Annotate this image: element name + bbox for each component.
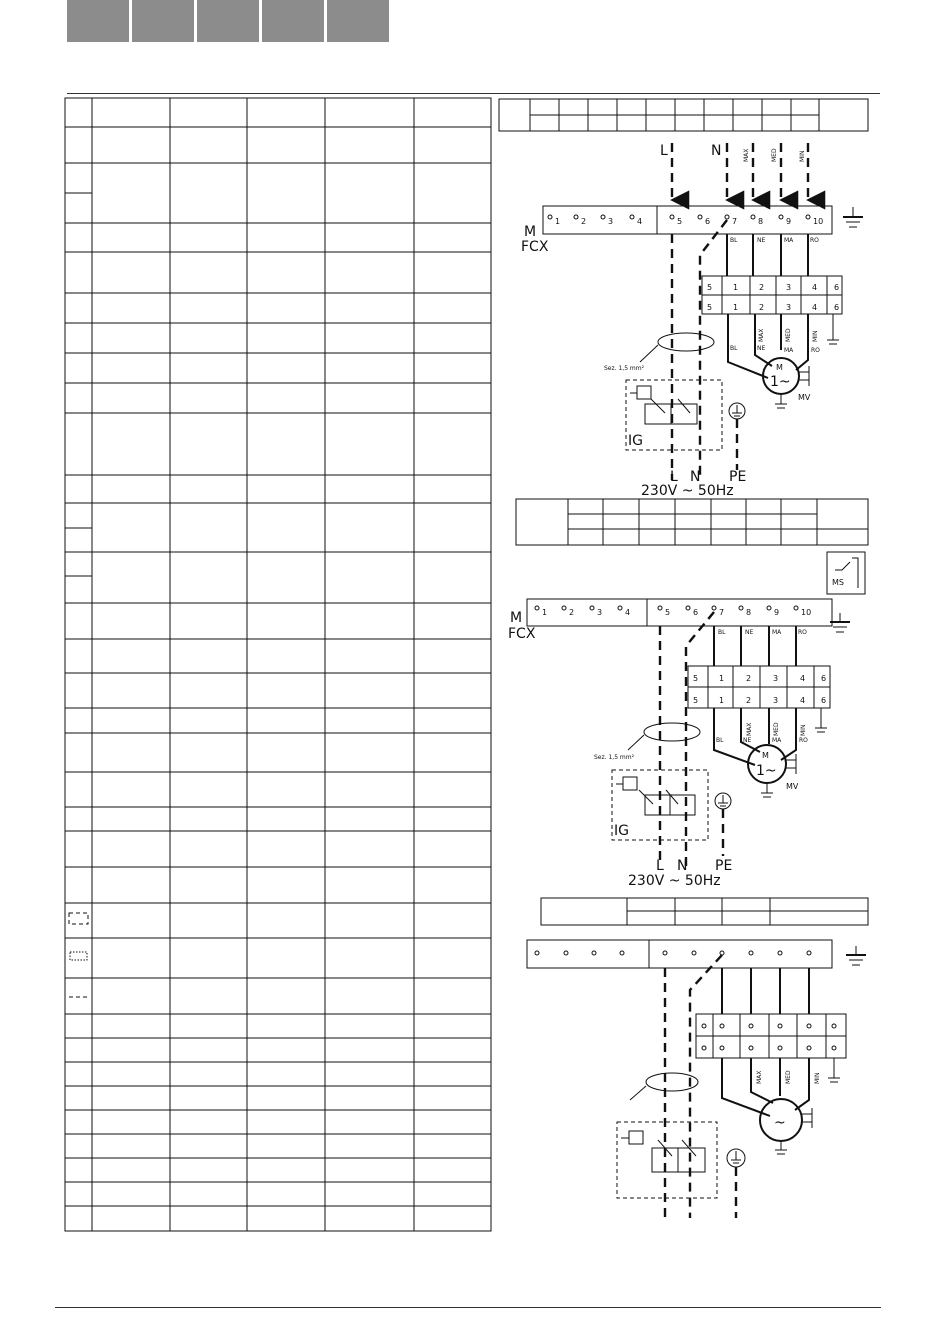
label-min: MIN: [799, 150, 806, 162]
diagram-2: [508, 599, 850, 889]
svg-text:N: N: [677, 858, 688, 874]
svg-text:2: 2: [746, 674, 752, 683]
supply-spec: 230V ~ 50Hz: [641, 483, 734, 499]
svg-text:5: 5: [677, 217, 683, 226]
svg-text:MAX: MAX: [746, 722, 753, 736]
terminals-3: [535, 951, 811, 955]
svg-text:1: 1: [542, 608, 548, 617]
svg-text:FCX: FCX: [508, 626, 536, 642]
svg-text:1: 1: [733, 283, 739, 292]
cable-section-ellipse-2: [644, 723, 700, 741]
svg-text:M: M: [776, 363, 783, 372]
svg-text:1~: 1~: [756, 763, 777, 779]
connector-labels-top: [707, 283, 839, 292]
svg-text:NE: NE: [757, 345, 766, 352]
terminal-block-3: [527, 940, 832, 968]
svg-text:PE: PE: [715, 858, 733, 874]
svg-text:NE: NE: [745, 629, 754, 636]
svg-text:6: 6: [834, 303, 840, 312]
speed-table-3: [541, 898, 868, 925]
svg-text:8: 8: [746, 608, 752, 617]
svg-text:MIN: MIN: [812, 330, 819, 342]
svg-text:3: 3: [786, 303, 792, 312]
label-med: MED: [771, 148, 778, 162]
svg-text:RO: RO: [811, 347, 820, 354]
svg-text:MED: MED: [773, 722, 780, 736]
svg-text:1~: 1~: [770, 374, 791, 390]
svg-text:MV: MV: [786, 782, 799, 791]
svg-text:BL: BL: [730, 345, 738, 352]
svg-text:1: 1: [733, 303, 739, 312]
svg-text:NE: NE: [757, 237, 766, 244]
svg-text:2: 2: [569, 608, 575, 617]
svg-text:M: M: [510, 610, 523, 626]
svg-text:~: ~: [774, 1115, 786, 1131]
svg-text:2: 2: [746, 696, 752, 705]
svg-text:N: N: [690, 469, 701, 485]
svg-text:2: 2: [581, 217, 587, 226]
svg-text:BL: BL: [716, 737, 724, 744]
svg-text:3: 3: [773, 674, 779, 683]
svg-text:3: 3: [597, 608, 603, 617]
svg-text:5: 5: [693, 696, 699, 705]
label-max: MAX: [743, 148, 750, 162]
svg-text:MED: MED: [785, 328, 792, 342]
label-m: M: [524, 224, 537, 240]
svg-text:MA: MA: [784, 347, 794, 354]
svg-text:8: 8: [758, 217, 764, 226]
connector-labels-bottom: [707, 303, 839, 312]
svg-text:6: 6: [821, 674, 827, 683]
svg-text:230V ~ 50Hz: 230V ~ 50Hz: [628, 873, 721, 889]
svg-text:5: 5: [707, 283, 713, 292]
svg-text:7: 7: [719, 608, 725, 617]
svg-text:RO: RO: [810, 237, 819, 244]
svg-text:10: 10: [801, 608, 812, 617]
svg-text:BL: BL: [730, 237, 738, 244]
svg-text:2: 2: [759, 283, 765, 292]
svg-text:3: 3: [786, 283, 792, 292]
svg-text:IG: IG: [614, 823, 629, 839]
svg-text:MV: MV: [798, 393, 811, 402]
svg-text:MS: MS: [832, 578, 844, 587]
svg-text:7: 7: [732, 217, 738, 226]
svg-text:BL: BL: [718, 629, 726, 636]
svg-text:MA: MA: [772, 629, 782, 636]
svg-text:5: 5: [665, 608, 671, 617]
svg-text:6: 6: [693, 608, 699, 617]
svg-text:MED: MED: [785, 1070, 792, 1084]
svg-text:10: 10: [813, 217, 824, 226]
svg-text:4: 4: [800, 674, 806, 683]
svg-text:M: M: [762, 751, 769, 760]
section-label: Sez. 1,5 mm²: [604, 365, 645, 372]
speed-table-2: [516, 499, 868, 545]
svg-text:6: 6: [821, 696, 827, 705]
svg-text:6: 6: [834, 283, 840, 292]
svg-text:3: 3: [608, 217, 614, 226]
diagram-3: [527, 940, 866, 1218]
svg-text:MIN: MIN: [814, 1072, 821, 1084]
label-L: L: [660, 143, 668, 159]
svg-text:PE: PE: [729, 469, 747, 485]
ms-switch-icon: [827, 552, 865, 594]
svg-text:RO: RO: [798, 629, 807, 636]
svg-text:L: L: [670, 469, 678, 485]
speed-table-1: [499, 99, 868, 131]
svg-text:4: 4: [812, 283, 818, 292]
ground-icon: [846, 946, 866, 965]
breaker-label: IG: [628, 433, 643, 449]
svg-text:6: 6: [705, 217, 711, 226]
label-fcx: FCX: [521, 239, 549, 255]
svg-text:3: 3: [773, 696, 779, 705]
svg-text:1: 1: [555, 217, 561, 226]
svg-text:MIN: MIN: [800, 724, 807, 736]
footer-rule: [55, 1307, 881, 1308]
svg-text:5: 5: [693, 674, 699, 683]
svg-text:1: 1: [719, 696, 725, 705]
svg-text:4: 4: [800, 696, 806, 705]
svg-text:L: L: [656, 858, 664, 874]
ground-icon: [830, 613, 850, 632]
diagram-1: [521, 143, 863, 499]
svg-text:MA: MA: [784, 237, 794, 244]
svg-text:RO: RO: [799, 737, 808, 744]
svg-text:4: 4: [625, 608, 631, 617]
svg-text:4: 4: [812, 303, 818, 312]
svg-text:NE: NE: [743, 737, 752, 744]
svg-text:MA: MA: [772, 737, 782, 744]
ground-icon: [843, 207, 863, 227]
breaker-box-3: [617, 1122, 717, 1198]
svg-text:Sez. 1,5 mm²: Sez. 1,5 mm²: [594, 754, 635, 761]
svg-text:4: 4: [637, 217, 643, 226]
label-N: N: [711, 143, 722, 159]
svg-text:5: 5: [707, 303, 713, 312]
svg-text:9: 9: [774, 608, 780, 617]
cable-section-ellipse: [658, 333, 714, 351]
svg-text:1: 1: [719, 674, 725, 683]
svg-text:MAX: MAX: [756, 1070, 763, 1084]
svg-text:MAX: MAX: [758, 328, 765, 342]
terminals-2: [535, 606, 811, 617]
svg-text:9: 9: [786, 217, 792, 226]
terminals: [548, 215, 823, 226]
svg-text:2: 2: [759, 303, 765, 312]
